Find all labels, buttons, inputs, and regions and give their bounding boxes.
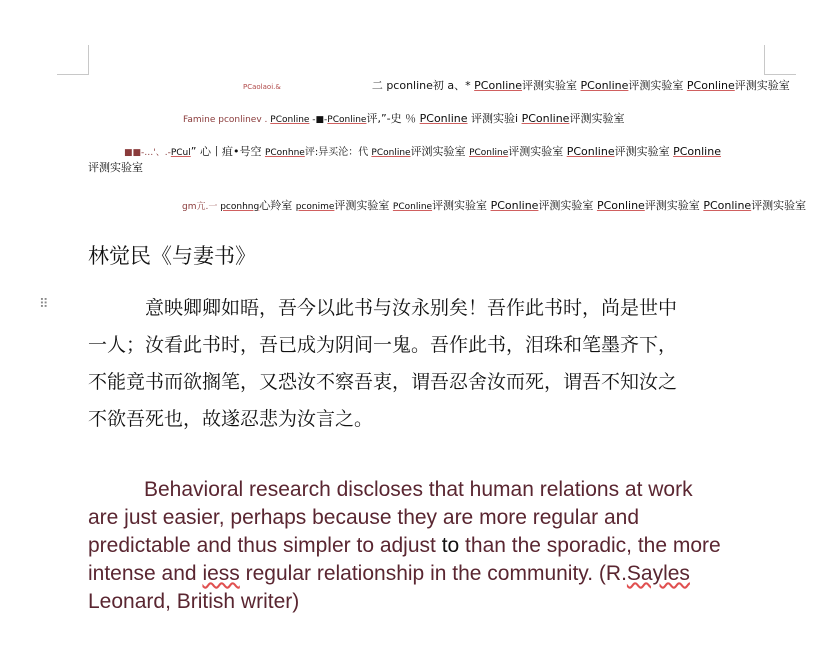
stamp-text: PCaolaoi.&: [243, 83, 281, 91]
header-line-1: PCaolaoi.& 二 pconline初 a、* PConline评测实验室 PConline评测实验室 PConline评测实验室: [243, 79, 790, 92]
crop-mark-top-left-v: [88, 45, 89, 75]
english-paragraph: Behavioral research discloses that human relations at work are just easier, perhaps because they are more regular and predictable and thus simpler to adjust to than the sporadic, the more intense and iess regular relationship in the community. (R.Sayles Leonard, British writer): [88, 478, 721, 613]
document-title: 林觉民《与妻书》: [88, 244, 256, 268]
header-line-3-wrap: 评测实验室: [88, 161, 143, 174]
header-line-4: gm亢.一 pconhng心羚室 pconime评测实验室 PConline评测实验室 PConline评测实验室 PConline评测实验室 PConline评测实验室: [182, 199, 807, 212]
chinese-paragraph: 意映卿卿如晤，吾今以此书与汝永别矣！吾作此书时，尚是世中一人；汝看此书时，吾已成为阴间一鬼。吾作此书，泪珠和笔墨齐下，不能竟书而欲搁笔，又恐汝不察吾衷，谓吾忍舍汝而死，谓吾不知汝之不欲吾死也，故遂忍悲为汝言之。: [88, 297, 678, 430]
header-line-2: Famine pconlinev . PConline -■-PConline评,”-史 ％ PConline 评测实验ⅰ PConline评测实验室: [183, 112, 625, 125]
header-line-3: ■■-…'、.-PCul” 心丨疽•号空 PConhne评:异买沦：代 PConline评浏实验室 PConline评测实验室 PConline评测实验室 PConline: [124, 145, 721, 158]
drag-handle-icon[interactable]: ⠿: [39, 297, 47, 312]
spelling-error-word[interactable]: iess: [202, 562, 240, 585]
crop-mark-top-right-v: [764, 45, 765, 75]
crop-mark-top-left-h: [57, 74, 89, 75]
spelling-error-name[interactable]: Sayles: [626, 562, 690, 585]
crop-mark-top-right-h: [764, 74, 796, 75]
